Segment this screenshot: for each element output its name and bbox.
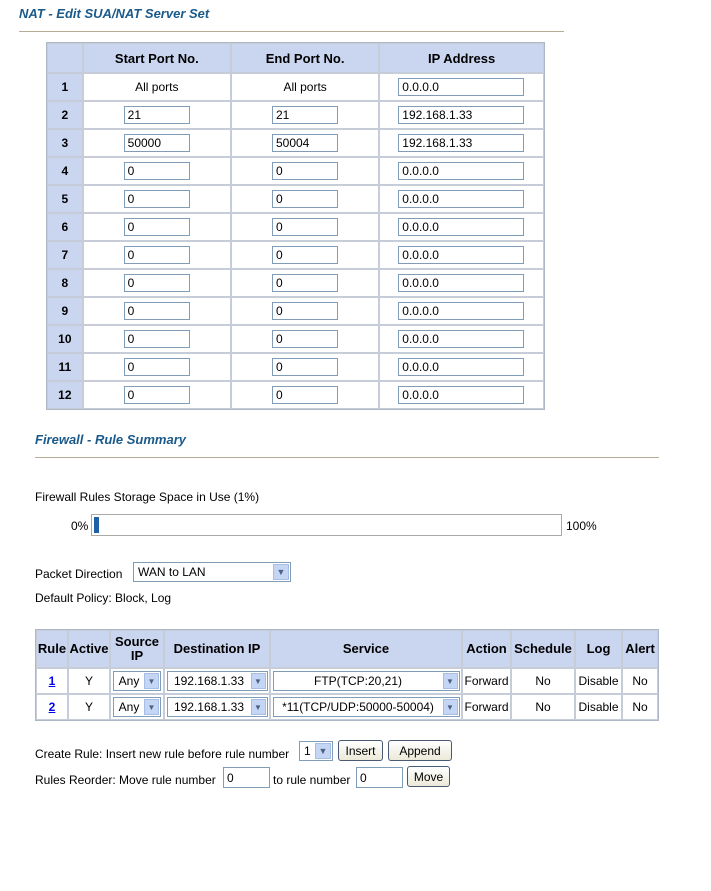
storage-usage-label: Firewall Rules Storage Space in Use (1%)	[35, 490, 260, 504]
nat-section-title: NAT - Edit SUA/NAT Server Set	[19, 6, 210, 21]
fw-header-log: Log	[575, 630, 622, 668]
nat-ip-address-input[interactable]	[398, 78, 524, 96]
nat-header-ip-address: IP Address	[379, 43, 544, 73]
chevron-down-icon: ▼	[315, 743, 331, 759]
nat-row-number: 1	[47, 73, 83, 101]
nat-start-port-cell	[83, 157, 231, 185]
nat-end-port-cell	[231, 269, 379, 297]
nat-end-port-cell	[231, 101, 379, 129]
nat-end-port-cell	[231, 241, 379, 269]
nat-start-port-text: All ports	[83, 73, 231, 101]
nat-ip-address-input[interactable]	[398, 274, 524, 292]
nat-ip-address-input[interactable]	[398, 386, 524, 404]
fw-service-value: *11(TCP/UDP:50000-50004)	[282, 700, 434, 714]
fw-log-cell: Disable	[575, 668, 622, 694]
fw-schedule-cell: No	[511, 694, 575, 720]
nat-ip-address-cell	[379, 353, 544, 381]
nat-end-port-cell	[231, 297, 379, 325]
firewall-table-header-row	[36, 630, 658, 668]
nat-header-index	[47, 43, 83, 73]
reorder-to-label: to rule number	[273, 773, 351, 787]
chevron-down-icon: ▼	[273, 564, 289, 580]
nat-row-number: 11	[47, 353, 83, 381]
nat-end-port-cell	[231, 381, 379, 409]
nat-end-port-input[interactable]	[272, 302, 338, 320]
nat-start-port-cell	[83, 101, 231, 129]
chevron-down-icon: ▼	[251, 673, 266, 689]
nat-start-port-input[interactable]	[124, 190, 190, 208]
nat-ip-address-cell	[379, 269, 544, 297]
fw-service-select[interactable]	[273, 697, 460, 717]
default-policy-text: Default Policy: Block, Log	[35, 591, 172, 605]
nat-table-header-row	[47, 43, 544, 73]
chevron-down-icon: ▼	[144, 699, 159, 715]
nat-row-number: 10	[47, 325, 83, 353]
nat-ip-address-input[interactable]	[398, 162, 524, 180]
nat-row-number: 4	[47, 157, 83, 185]
reorder-label: Rules Reorder: Move rule number	[35, 773, 216, 787]
nat-end-port-text: All ports	[231, 73, 379, 101]
fw-service-cell	[270, 668, 462, 694]
fw-header-rule: Rule	[36, 630, 68, 668]
nat-ip-address-cell	[379, 241, 544, 269]
nat-ip-address-cell	[379, 185, 544, 213]
nat-start-port-input[interactable]	[124, 358, 190, 376]
fw-destination-ip-cell	[164, 694, 270, 720]
nat-title-divider	[19, 31, 564, 32]
nat-table-row	[47, 353, 544, 381]
nat-end-port-cell	[231, 185, 379, 213]
fw-destination-ip-value: 192.168.1.33	[173, 700, 245, 714]
nat-table-row	[47, 269, 544, 297]
chevron-down-icon: ▼	[144, 673, 159, 689]
firewall-title-divider	[35, 457, 659, 458]
chevron-down-icon: ▼	[443, 699, 458, 715]
nat-ip-address-input[interactable]	[398, 190, 524, 208]
nat-ip-address-input[interactable]	[398, 218, 524, 236]
nat-header-end-port: End Port No.	[231, 43, 379, 73]
fw-header-action: Action	[462, 630, 511, 668]
nat-ip-address-cell	[379, 73, 544, 101]
nat-start-port-cell	[83, 213, 231, 241]
nat-ip-address-input[interactable]	[398, 134, 524, 152]
nat-start-port-cell	[83, 241, 231, 269]
packet-direction-select[interactable]	[133, 562, 291, 582]
nat-end-port-input[interactable]	[272, 106, 338, 124]
firewall-rule-row	[36, 694, 658, 720]
create-rule-number-value: 1	[304, 744, 311, 758]
storage-usage-bar-fill	[94, 517, 99, 533]
nat-start-port-input[interactable]	[124, 134, 190, 152]
storage-bar-max-label: 100%	[566, 519, 597, 533]
fw-destination-ip-select[interactable]	[167, 671, 268, 691]
fw-rule-cell	[36, 668, 68, 694]
fw-service-value: FTP(TCP:20,21)	[313, 674, 403, 688]
nat-start-port-cell	[83, 353, 231, 381]
reorder-to-input[interactable]	[356, 767, 403, 788]
nat-start-port-input[interactable]	[124, 246, 190, 264]
fw-active-cell: Y	[68, 668, 110, 694]
fw-action-cell: Forward	[462, 668, 511, 694]
nat-end-port-input[interactable]	[272, 274, 338, 292]
nat-row-number: 7	[47, 241, 83, 269]
nat-table-row	[47, 325, 544, 353]
nat-ip-address-cell	[379, 129, 544, 157]
rule-number-link[interactable]: 1	[48, 674, 56, 688]
fw-header-active: Active	[68, 630, 110, 668]
nat-row-number: 5	[47, 185, 83, 213]
nat-row-number: 2	[47, 101, 83, 129]
nat-start-port-input[interactable]	[124, 330, 190, 348]
nat-start-port-input[interactable]	[124, 386, 190, 404]
nat-ip-address-input[interactable]	[398, 246, 524, 264]
fw-header-alert: Alert	[622, 630, 658, 668]
nat-row-number: 8	[47, 269, 83, 297]
nat-start-port-cell	[83, 269, 231, 297]
fw-header-schedule: Schedule	[511, 630, 575, 668]
nat-end-port-cell	[231, 129, 379, 157]
nat-end-port-input[interactable]	[272, 246, 338, 264]
nat-end-port-input[interactable]	[272, 386, 338, 404]
chevron-down-icon: ▼	[443, 673, 458, 689]
nat-end-port-input[interactable]	[272, 218, 338, 236]
nat-ip-address-cell	[379, 325, 544, 353]
append-button[interactable]: Append	[388, 740, 452, 761]
storage-usage-bar	[91, 514, 562, 536]
nat-end-port-input[interactable]	[272, 190, 338, 208]
nat-start-port-cell	[83, 297, 231, 325]
storage-bar-min-label: 0%	[71, 519, 89, 533]
nat-ip-address-cell	[379, 297, 544, 325]
create-rule-number-select[interactable]	[299, 741, 333, 761]
nat-end-port-cell	[231, 325, 379, 353]
fw-header-service: Service	[270, 630, 462, 668]
packet-direction-label: Packet Direction	[35, 567, 123, 581]
nat-end-port-cell	[231, 213, 379, 241]
nat-header-start-port: Start Port No.	[83, 43, 231, 73]
nat-table-body	[47, 73, 544, 409]
nat-row-number: 12	[47, 381, 83, 409]
nat-ip-address-cell	[379, 157, 544, 185]
fw-rule-cell	[36, 694, 68, 720]
reorder-from-input[interactable]	[223, 767, 270, 788]
nat-table-row	[47, 101, 544, 129]
insert-button[interactable]: Insert	[338, 740, 383, 761]
fw-source-ip-select[interactable]	[113, 671, 161, 691]
nat-start-port-cell	[83, 381, 231, 409]
nat-end-port-cell	[231, 353, 379, 381]
nat-row-number: 3	[47, 129, 83, 157]
fw-source-ip-cell	[110, 694, 164, 720]
nat-row-number: 9	[47, 297, 83, 325]
nat-table-row	[47, 297, 544, 325]
nat-end-port-input[interactable]	[272, 330, 338, 348]
nat-start-port-input[interactable]	[124, 106, 190, 124]
nat-table-row	[47, 73, 544, 101]
firewall-section-title: Firewall - Rule Summary	[35, 432, 186, 447]
fw-source-ip-value: Any	[118, 700, 140, 714]
nat-ip-address-input[interactable]	[398, 358, 524, 376]
nat-ip-address-input[interactable]	[398, 302, 524, 320]
nat-end-port-cell	[231, 157, 379, 185]
fw-header-source-ip: Source IP	[110, 630, 164, 668]
fw-source-ip-cell	[110, 668, 164, 694]
nat-table-row	[47, 157, 544, 185]
firewall-table-body	[36, 668, 658, 720]
nat-ip-address-cell	[379, 101, 544, 129]
fw-schedule-cell: No	[511, 668, 575, 694]
nat-table-row	[47, 213, 544, 241]
nat-table-row	[47, 185, 544, 213]
chevron-down-icon: ▼	[251, 699, 266, 715]
fw-service-select[interactable]	[273, 671, 460, 691]
nat-ip-address-cell	[379, 381, 544, 409]
nat-start-port-cell	[83, 185, 231, 213]
fw-service-cell	[270, 694, 462, 720]
fw-source-ip-select[interactable]	[113, 697, 161, 717]
nat-start-port-input[interactable]	[124, 162, 190, 180]
fw-alert-cell: No	[622, 694, 658, 720]
nat-ip-address-input[interactable]	[398, 106, 524, 124]
fw-log-cell: Disable	[575, 694, 622, 720]
packet-direction-value: WAN to LAN	[138, 565, 206, 579]
nat-table-row	[47, 241, 544, 269]
nat-start-port-input[interactable]	[124, 274, 190, 292]
nat-ip-address-cell	[379, 213, 544, 241]
nat-end-port-input[interactable]	[272, 162, 338, 180]
firewall-rules-table	[35, 629, 659, 721]
fw-destination-ip-cell	[164, 668, 270, 694]
fw-destination-ip-select[interactable]	[167, 697, 268, 717]
nat-start-port-input[interactable]	[124, 302, 190, 320]
firewall-rule-row	[36, 668, 658, 694]
nat-ip-address-input[interactable]	[398, 330, 524, 348]
nat-end-port-input[interactable]	[272, 134, 338, 152]
nat-start-port-cell	[83, 129, 231, 157]
fw-action-cell: Forward	[462, 694, 511, 720]
create-rule-label: Create Rule: Insert new rule before rule number	[35, 747, 290, 761]
move-button[interactable]: Move	[407, 766, 450, 787]
nat-server-table	[46, 42, 545, 410]
fw-header-destination-ip: Destination IP	[164, 630, 270, 668]
fw-active-cell: Y	[68, 694, 110, 720]
fw-source-ip-value: Any	[118, 674, 140, 688]
fw-destination-ip-value: 192.168.1.33	[173, 674, 245, 688]
nat-table-row	[47, 129, 544, 157]
nat-start-port-cell	[83, 325, 231, 353]
nat-end-port-input[interactable]	[272, 358, 338, 376]
nat-table-row	[47, 381, 544, 409]
nat-start-port-input[interactable]	[124, 218, 190, 236]
fw-alert-cell: No	[622, 668, 658, 694]
rule-number-link[interactable]: 2	[48, 700, 56, 714]
nat-row-number: 6	[47, 213, 83, 241]
